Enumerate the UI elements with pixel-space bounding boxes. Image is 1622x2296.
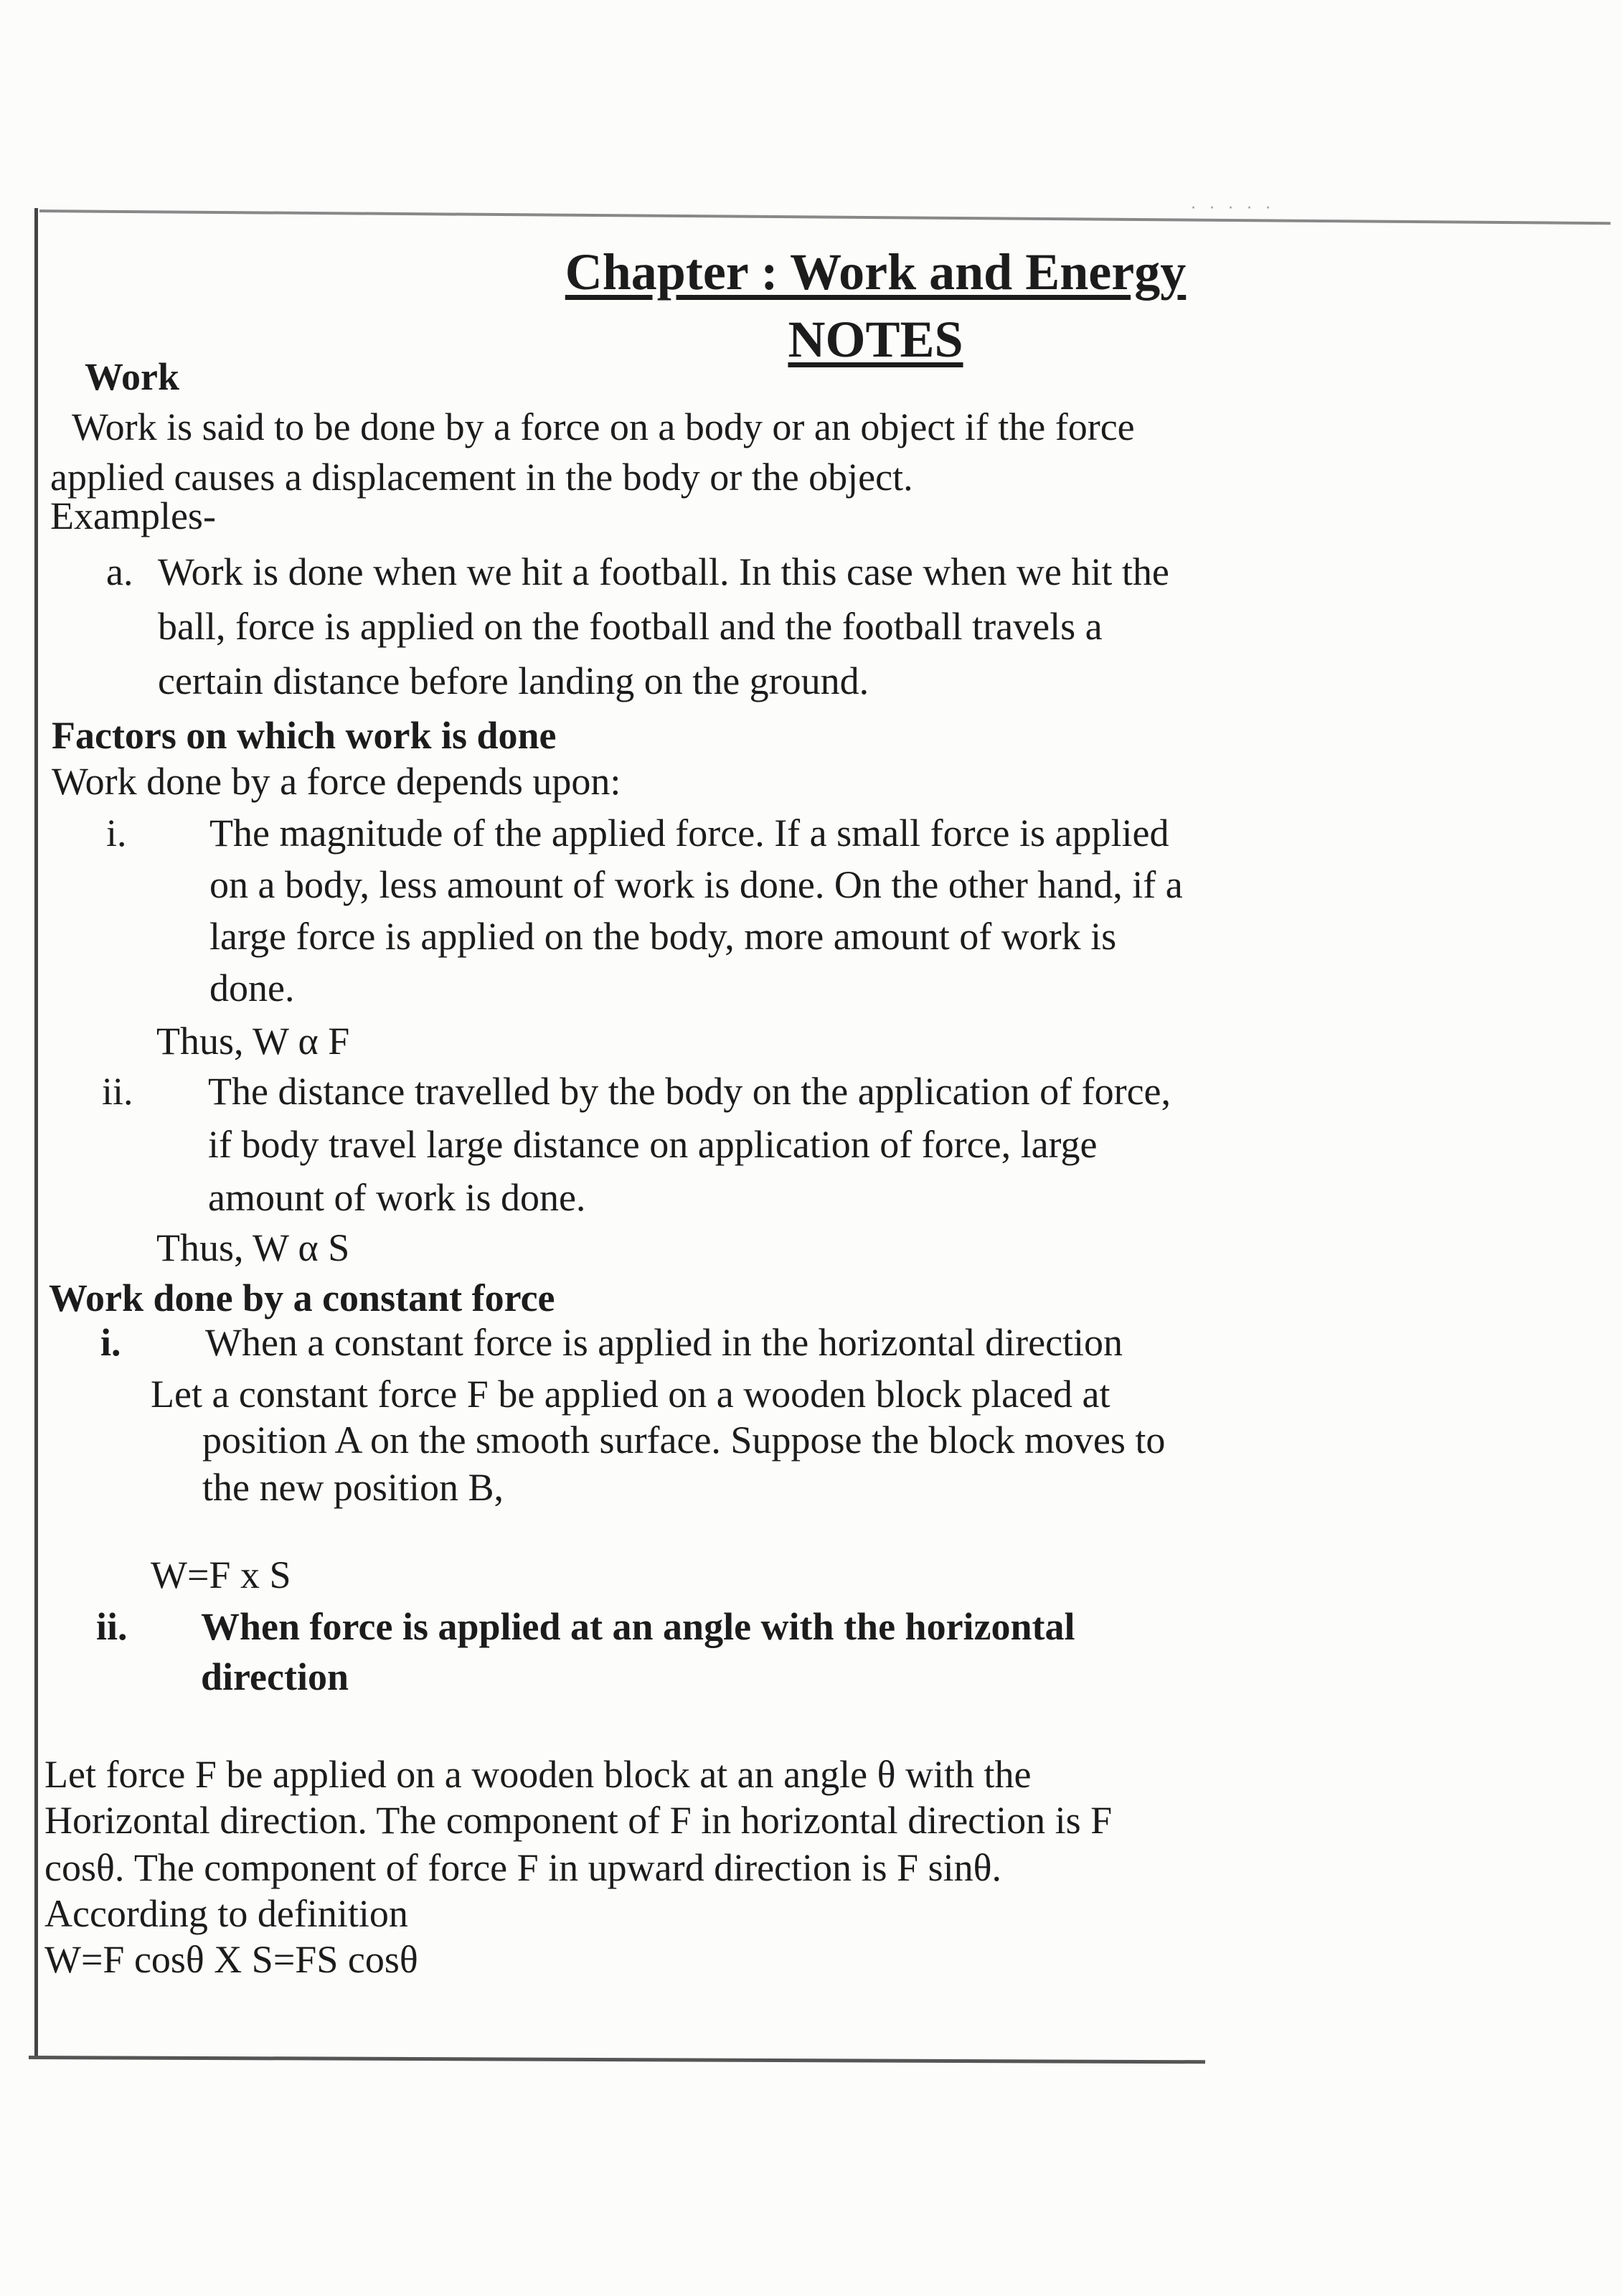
work-definition-line-1: Work is said to be done by a force on a body or an object if the force <box>72 405 1135 448</box>
left-margin-line <box>34 208 38 2059</box>
examples-label: Examples- <box>50 494 216 537</box>
factors-heading: Factors on which work is done <box>52 714 557 757</box>
case-ii-marker: ii. <box>96 1605 128 1648</box>
scan-artifact: · · · · · <box>1191 199 1275 217</box>
top-border-line <box>39 210 1611 225</box>
factor-ii-line-2: if body travel large distance on application of force, large <box>208 1123 1098 1166</box>
factors-intro: Work done by a force depends upon: <box>52 760 621 803</box>
factor-ii-line-3: amount of work is done. <box>208 1176 586 1219</box>
case-ii-text-line-2: Horizontal direction. The component of F in horizontal direction is F <box>44 1799 1113 1842</box>
case-i-heading: When a constant force is applied in the horizontal direction <box>205 1321 1123 1364</box>
chapter-title: Chapter : Work and Energy <box>565 243 1187 301</box>
factor-i-line-2: on a body, less amount of work is done. On the other hand, if a <box>209 863 1183 906</box>
constant-force-heading: Work done by a constant force <box>49 1276 555 1319</box>
formula-w-fs-cos-theta: W=F cosθ X S=FS cosθ <box>44 1938 418 1981</box>
work-heading: Work <box>85 355 180 398</box>
case-ii-text-line-3: cosθ. The component of force F in upward direction is F sinθ. <box>44 1846 1001 1889</box>
factor-i-line-4: done. <box>209 966 295 1010</box>
example-a-marker: a. <box>106 550 133 593</box>
factor-ii-line-1: The distance travelled by the body on the application of force, <box>208 1070 1171 1113</box>
bottom-border-line <box>29 2056 1205 2064</box>
case-ii-heading-line-1: When force is applied at an angle with the horizontal <box>201 1605 1075 1648</box>
case-ii-text-line-4: According to definition <box>44 1892 408 1935</box>
thus-w-alpha-f: Thus, W α F <box>156 1020 350 1063</box>
case-i-marker: i. <box>100 1321 121 1364</box>
factor-i-line-1: The magnitude of the applied force. If a small force is applied <box>209 811 1169 855</box>
case-i-text-line-1: Let a constant force F be applied on a wooden block placed at <box>151 1373 1111 1416</box>
factor-ii-marker: ii. <box>102 1070 133 1113</box>
case-i-text-line-3: the new position B, <box>202 1466 504 1509</box>
case-ii-heading-line-2: direction <box>201 1655 349 1698</box>
notes-title: NOTES <box>788 311 963 368</box>
example-a-line-1: Work is done when we hit a football. In this case when we hit the <box>158 550 1169 593</box>
factor-i-marker: i. <box>106 811 127 855</box>
case-ii-text-line-1: Let force F be applied on a wooden block at an angle θ with the <box>44 1753 1032 1796</box>
factor-i-line-3: large force is applied on the body, more amount of work is <box>209 915 1117 958</box>
formula-w-f-x-s: W=F x S <box>151 1553 291 1596</box>
example-a-line-3: certain distance before landing on the ground. <box>158 659 869 702</box>
case-i-text-line-2: position A on the smooth surface. Suppose the block moves to <box>202 1418 1166 1462</box>
example-a-line-2: ball, force is applied on the football and the football travels a <box>158 605 1103 648</box>
work-definition-line-2: applied causes a displacement in the body or the object. <box>50 456 913 499</box>
thus-w-alpha-s: Thus, W α S <box>156 1226 350 1269</box>
